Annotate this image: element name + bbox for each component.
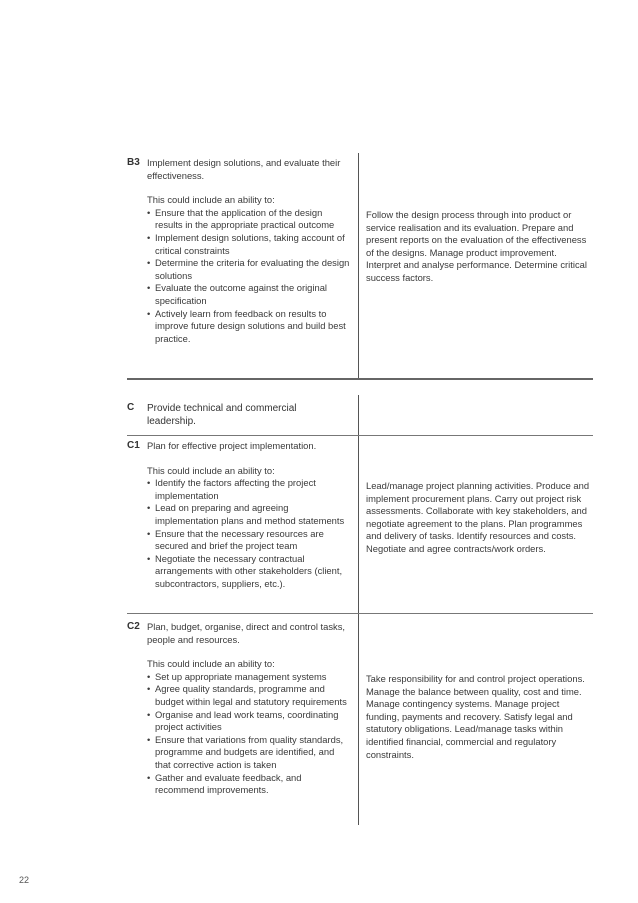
list-item: • Ensure that the necessary resources are secured and brief the project team	[147, 528, 352, 553]
list-item: • Negotiate the necessary contractual arrangements with other stakeholders (client, subcontractors, suppliers, etc.).	[147, 553, 352, 591]
list-item: • Ensure that the application of the design results in the appropriate practical outcome	[147, 207, 352, 232]
row-code-b3: B3	[127, 157, 140, 168]
row-separator-c1	[127, 613, 593, 614]
examples-c1: Lead/manage project planning activities. Produce and implement procurement plans. Carry out project risk assessments. Collaborate with key stakeholders, and negotiate agreement to the plans. Plan programmes and delivery of tasks. Identify resources and costs. Negotiate and agree contracts/work orders.	[366, 480, 590, 554]
competence-title-b3: Implement design solutions, and evaluate their effectiveness.	[147, 157, 341, 181]
list-item: • Evaluate the outcome against the original specification	[147, 282, 352, 307]
list-item: • Agree quality standards, programme and budget within legal and statutory requirements	[147, 683, 352, 708]
column-divider-c	[358, 395, 359, 825]
list-item: • Organise and lead work teams, coordinating project activities	[147, 709, 352, 734]
list-item: • Actively learn from feedback on results to improve future design solutions and build best practice.	[147, 308, 352, 346]
list-item: • Identify the factors affecting the project implementation	[147, 477, 352, 502]
row-code-c1: C1	[127, 440, 140, 451]
section-separator	[127, 378, 593, 380]
list-item: • Ensure that variations from quality standards, programme and budgets are identified, and that corrective action is taken	[147, 734, 352, 772]
row-separator-c	[127, 435, 593, 436]
section-title-c: Provide technical and commercial leadership.	[147, 403, 297, 427]
examples-c2: Take responsibility for and control project operations. Manage the balance between quality, cost and time. Manage contingency systems. Manage project funding, payments and recovery. Satisfy legal and statutory obligations. Lead/manage tasks within identified financial, commercial and regulatory constraints.	[366, 673, 585, 760]
list-item: • Set up appropriate management systems	[147, 671, 352, 684]
competence-list-b3	[147, 207, 352, 346]
competence-intro-c2: This could include an ability to:	[147, 658, 275, 670]
competence-description-c1	[147, 440, 352, 591]
row-code-c: C	[127, 402, 135, 413]
competence-description-b3	[147, 157, 352, 345]
list-item: • Determine the criteria for evaluating the design solutions	[147, 257, 352, 282]
competence-title-c1: Plan for effective project implementation.	[147, 440, 317, 451]
list-item: • Lead on preparing and agreeing implementation plans and method statements	[147, 502, 352, 527]
competence-list-c1	[147, 477, 352, 590]
list-item: • Implement design solutions, taking account of critical constraints	[147, 232, 352, 257]
page-number: 22	[19, 875, 30, 885]
competence-description-c2	[147, 621, 352, 797]
row-code-c2: C2	[127, 621, 140, 632]
competence-list-c2	[147, 671, 352, 797]
examples-b3: Follow the design process through into product or service realisation and its evaluation. Prepare and present reports on the evaluation of the effectiveness of the designs. Manage product improvement. Interpret and analyse performance. Determine critical success factors.	[366, 209, 587, 283]
list-item: • Gather and evaluate feedback, and recommend improvements.	[147, 772, 352, 797]
competence-intro-b3: This could include an ability to:	[147, 194, 275, 206]
column-divider-b3	[358, 153, 359, 378]
competence-intro-c1: This could include an ability to:	[147, 464, 275, 476]
competence-title-c2: Plan, budget, organise, direct and control tasks, people and resources.	[147, 621, 346, 645]
